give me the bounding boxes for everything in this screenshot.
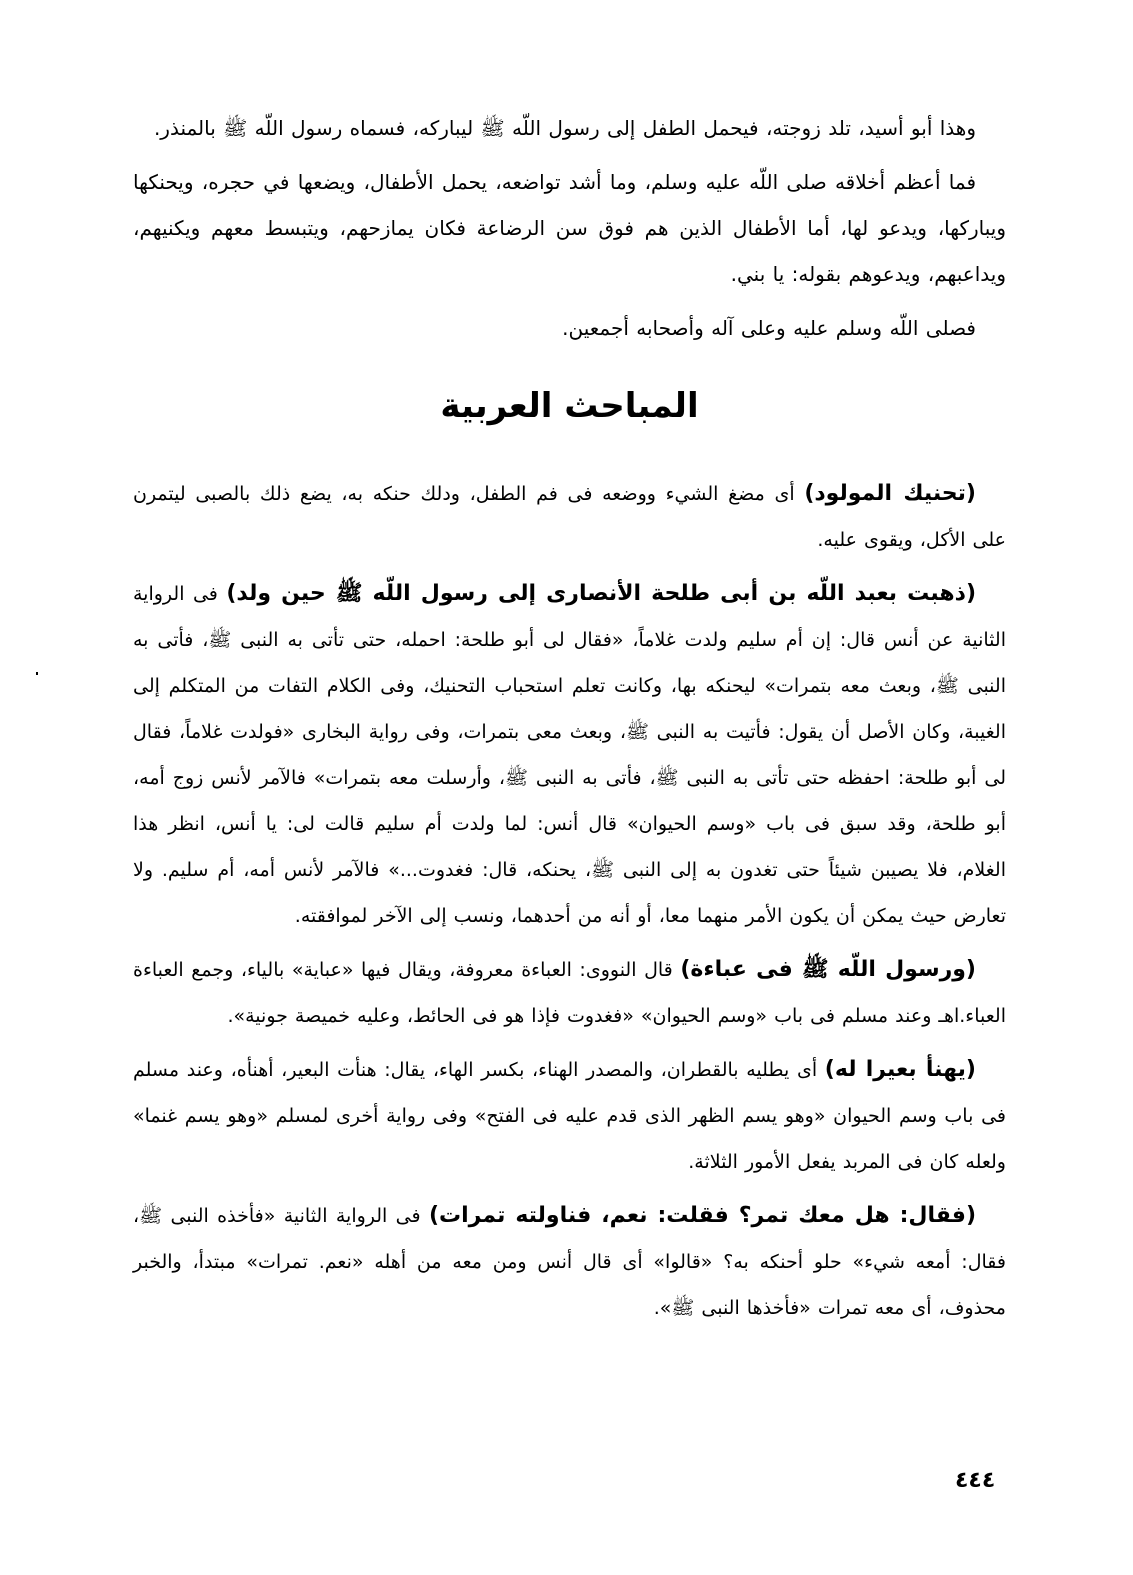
entry-tahnik bbox=[133, 471, 1006, 563]
entry-heading: (ذهبت بعبد اللّه بن أبى طلحة الأنصارى إلى رسول اللّه ﷺ حين ولد) bbox=[226, 581, 976, 606]
intro-paragraph-2: فما أعظم أخلاقه صلى اللّه عليه وسلم، وما أشد تواضعه، يحمل الأطفال، ويضعها في حجره، ويحنكها ويباركها، ويدعو لها، أما الأطفال الذين هم فوق سن الرضاعة فكان يمازحهم، ويتبسط معهم ويكنيهم، ويداعبهم، ويدعوهم بقوله: يا بني. bbox=[133, 170, 1006, 286]
entry-body: قال النووى: العباءة معروفة، ويقال فيها «عباية» بالياء، وجمع العباءة العباء.اهـ وعند مسلم فى باب «وسم الحيوان» «فغدوت فإذا هو فى الحائط، وعليه خميصة جونية». bbox=[133, 959, 1006, 1027]
entry-abaa bbox=[133, 947, 1006, 1039]
entry-tamr bbox=[133, 1193, 1006, 1331]
page-number: ٤٤٤ bbox=[955, 1468, 996, 1493]
entry-heading: (ورسول اللّه ﷺ فى عباءة) bbox=[680, 957, 976, 982]
intro-paragraph-3: فصلى اللّه وسلم عليه وعلى آله وأصحابه أجمعين. bbox=[562, 316, 976, 340]
section-title: المباحث العربية bbox=[440, 386, 699, 426]
entry-heading: (فقال: هل معك تمر؟ فقلت: نعم، فناولته تمرات) bbox=[428, 1203, 977, 1228]
entry-heading: (تحنيك المولود) bbox=[804, 481, 976, 506]
scan-artifact bbox=[36, 672, 38, 675]
intro-paragraph-1: وهذا أبو أسيد، تلد زوجته، فيحمل الطفل إلى رسول اللّه ﷺ ليباركه، فسماه رسول اللّه ﷺ بالمنذر. bbox=[153, 116, 976, 140]
entry-body: فى الرواية الثانية عن أنس قال: إن أم سليم ولدت غلاماً، «فقال لى أبو طلحة: احمله، حتى تأتى به النبى ﷺ، فأتى به النبى ﷺ، وبعث معه بتمرات» ليحنكه بها، وكانت تعلم استحباب التحنيك، وفى الكلام التفات من المتكلم إلى الغيبة، وكان الأصل أن يقول: فأتيت به النبى ﷺ، وبعث معى بتمرات، وفى رواية البخارى «فولدت غلاماً، فقال لى أبو طلحة: احفظه حتى تأتى به النبى ﷺ، فأتى به النبى ﷺ، وأرسلت معه بتمرات» فالآمر لأنس زوج أمه، أبو طلحة، وقد سبق فى باب «وسم الحيوان» قال أنس: لما ولدت أم سليم قالت لى: يا أنس، انظر هذا الغلام، فلا يصيبن شيئاً حتى تغدون به إلى النبى ﷺ، يحنكه، قال: فغدوت...» فالآمر لأنس أمه، أم سليم. ولا تعارض حيث يمكن أن يكون الأمر منهما معا، أو أنه من أحدهما، ونسب إلى الآخر لموافقته. bbox=[133, 583, 1006, 927]
entry-yahna bbox=[133, 1047, 1006, 1185]
entry-abdullah bbox=[133, 571, 1006, 939]
entry-body: أى يطليه بالقطران، والمصدر الهناء، بكسر الهاء، يقال: هنأت البعير، أهنأه، وعند مسلم فى باب وسم الحيوان «وهو يسم الظهر الذى قدم عليه فى الفتح» وفى رواية أخرى لمسلم «وهو يسم غنما» ولعله كان فى المربد يفعل الأمور الثلاثة. bbox=[133, 1059, 1006, 1173]
entry-heading: (يهنأ بعيرا له) bbox=[824, 1057, 976, 1082]
entry-body: أى مضغ الشيء ووضعه فى فم الطفل، ودلك حنكه به، يضع ذلك بالصبى ليتمرن على الأكل، ويقوى عليه. bbox=[133, 483, 1006, 551]
document-page bbox=[133, 105, 1006, 1339]
entry-body: فى الرواية الثانية «فأخذه النبى ﷺ، فقال: أمعه شيء» حلو أحنكه به؟ «قالوا» أى قال أنس ومن معه من أهله «نعم. تمرات» مبتدأ، والخبر محذوف، أى معه تمرات «فأخذها النبى ﷺ». bbox=[133, 1205, 1006, 1319]
